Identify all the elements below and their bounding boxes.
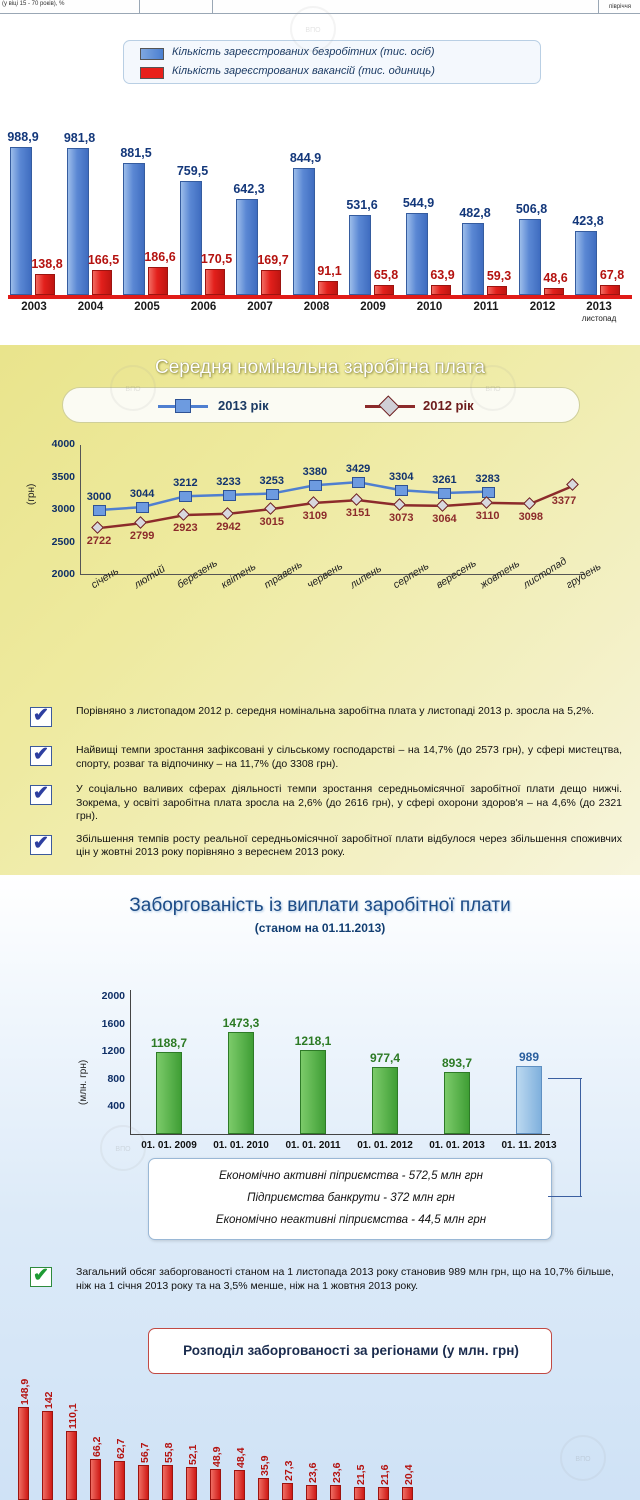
bar-vacancies	[35, 274, 55, 295]
x-axis-label: 01. 01. 2010	[213, 1140, 269, 1151]
bar-region	[258, 1478, 269, 1500]
data-value-label: 3212	[173, 477, 198, 490]
bar-debt	[156, 1052, 182, 1134]
bar-vacancies	[318, 281, 338, 295]
y-axis-tick: 4000	[51, 438, 75, 450]
y-axis-tick: 3000	[51, 503, 75, 515]
bar-value-label: 981,8	[63, 130, 96, 145]
debt-subtitle: (станом на 01.11.2013)	[254, 921, 386, 935]
bar-value-label: 142	[43, 1391, 55, 1410]
data-point	[266, 489, 279, 500]
bar-value-label: 544,9	[402, 196, 435, 211]
strip-cell-d: півріччя	[609, 4, 631, 10]
bar-value-label: 138,8	[31, 257, 63, 272]
bar-value-label: 148,9	[19, 1378, 31, 1405]
data-point	[179, 491, 192, 502]
debt-y-axis-label: (млн. грн)	[78, 1059, 89, 1105]
x-axis-label: вересень	[434, 557, 480, 592]
bar-region	[186, 1467, 197, 1500]
section-unemployment	[0, 0, 640, 345]
bar-value-label: 110,1	[67, 1403, 79, 1430]
bullet-item	[18, 705, 622, 735]
y-axis-tick: 2500	[51, 535, 75, 548]
bar-unemployed	[406, 213, 428, 295]
bar-region	[138, 1465, 149, 1500]
connector-line-top	[548, 1078, 582, 1079]
bar-value-label: 169,7	[257, 252, 289, 267]
x-axis-label: серпень	[391, 559, 432, 592]
bar-value-label: 56,7	[139, 1442, 151, 1463]
x-axis-label: 01. 01. 2009	[141, 1140, 197, 1151]
watermark-icon: ВПО	[290, 6, 336, 52]
bar-value-label: 48,4	[235, 1447, 247, 1468]
axis-baseline	[8, 295, 632, 299]
bar-value-label: 55,8	[163, 1442, 175, 1464]
x-axis-label: 2010	[416, 301, 443, 313]
bar-value-label: 506,8	[515, 201, 548, 216]
bar-region	[42, 1411, 53, 1500]
x-axis-label: 2007	[247, 301, 273, 313]
data-value-label: 3000	[86, 491, 112, 503]
data-point	[309, 480, 322, 491]
x-axis-label: липень	[348, 562, 384, 592]
strip-cell-b	[141, 0, 213, 14]
x-axis-label: 2003	[21, 301, 47, 313]
bar-unemployed	[236, 199, 258, 295]
breakdown-item-bankrupt: Підприємства банкрути - 372 млн грн	[247, 1192, 455, 1204]
x-axis-sublabel: листопад	[581, 314, 617, 323]
bar-unemployed	[123, 163, 145, 295]
data-point	[482, 487, 495, 498]
y-axis-tick: 800	[107, 1072, 125, 1085]
salary-bullets	[18, 705, 622, 872]
chart-unemployment	[0, 95, 640, 345]
bar-region	[90, 1459, 101, 1500]
bar-value-label: 759,5	[176, 164, 209, 179]
section-salary	[0, 345, 640, 875]
legend-label-2013: 2013 рік	[218, 398, 269, 413]
y-axis-tick: 1600	[101, 1017, 125, 1030]
data-value-label: 3304	[389, 471, 414, 484]
legend-swatch-blue	[140, 48, 164, 60]
data-value-label: 3283	[475, 472, 500, 485]
x-axis-label: квітень	[218, 560, 258, 592]
salary-y-axis-label: (грн)	[26, 483, 37, 505]
bar-value-label: 1218,1	[294, 1033, 332, 1048]
bar-value-label: 21,5	[355, 1464, 367, 1485]
bar-region	[378, 1487, 389, 1500]
x-axis-label: травень	[261, 558, 305, 592]
data-point	[223, 490, 236, 501]
bar-region	[306, 1485, 317, 1500]
bullet-text: Порівняно з листопадом 2012 р. середня номінальна заробітна плата у листопаді 2013 р. зросла на 5,2%.	[76, 705, 595, 717]
bar-value-label: 844,9	[289, 151, 322, 166]
bar-region	[114, 1461, 125, 1500]
data-value-label: 3044	[129, 488, 155, 501]
x-axis-label: січень	[89, 565, 121, 592]
data-value-label: 3233	[216, 475, 241, 488]
data-value-label: 3064	[432, 512, 457, 525]
bar-debt	[372, 1067, 398, 1134]
legend-label-vacancies: Кількість зареєстрованих вакансій (тис. одиниць)	[172, 65, 435, 77]
legend-label-2012: 2012 рік	[423, 398, 474, 413]
data-value-label: 3151	[345, 507, 371, 520]
bullet-text: Збільшення темпів росту реальної середньомісячної заробітної плати відбулося через збільшення споживчих цін у жовтні 2013 року порівняно з вереснем 2013 року.	[76, 832, 622, 858]
bar-value-label: 989	[518, 1049, 540, 1064]
bar-vacancies	[374, 285, 394, 295]
bullet-item	[18, 783, 622, 824]
connector-line-bottom	[548, 1196, 582, 1197]
chart-regions	[0, 1378, 640, 1500]
watermark-icon: ВПО	[110, 365, 156, 411]
bar-value-label: 893,7	[441, 1056, 473, 1071]
bar-vacancies	[92, 270, 112, 295]
bar-value-label: 977,4	[369, 1050, 401, 1065]
bar-region	[330, 1485, 341, 1500]
bar-value-label: 423,8	[572, 214, 604, 229]
bar-value-label: 531,6	[346, 198, 378, 213]
bar-value-label: 48,6	[543, 270, 568, 285]
bar-value-label: 59,3	[486, 269, 512, 284]
bar-region	[402, 1487, 413, 1500]
data-point	[438, 488, 451, 499]
chart-salary	[51, 438, 604, 592]
data-value-label: 2722	[86, 535, 112, 548]
watermark-icon: ВПО	[100, 1125, 146, 1171]
bar-value-label: 166,5	[87, 253, 120, 268]
bar-vacancies	[431, 285, 451, 295]
bar-region	[66, 1431, 77, 1500]
data-value-label: 3261	[432, 474, 457, 487]
x-axis-label: 2005	[134, 301, 160, 313]
y-axis-tick: 400	[107, 1100, 125, 1113]
breakdown-item-inactive: Економічно неактивні піприємства - 44,5 млн грн	[215, 1214, 487, 1226]
bar-value-label: 35,9	[259, 1455, 271, 1476]
bar-value-label: 91,1	[317, 264, 342, 279]
bar-value-label: 66,2	[91, 1436, 103, 1457]
check-icon	[30, 1267, 52, 1287]
bar-value-label: 21,6	[379, 1464, 391, 1485]
x-axis-label: 01. 01. 2013	[429, 1140, 485, 1151]
y-axis-tick: 1200	[101, 1045, 125, 1058]
debt-bullet-text: Загальний обсяг заборгованості станом на 1 листопада 2013 року становив 989 млн грн, що на 10,7% більше, ніж на 1 січня 2013 року та на 3,5% менше, ніж на 1 жовтня 2013 року.	[76, 1266, 614, 1292]
data-value-label: 3110	[475, 509, 500, 522]
debt-title: Заборгованість із виплати заробітної плати	[129, 895, 511, 916]
data-value-label: 3253	[259, 474, 284, 487]
x-axis-label: грудень	[564, 560, 604, 592]
bar-value-label: 482,8	[459, 205, 491, 220]
x-axis-label: 2009	[360, 301, 386, 313]
bar-value-label: 170,5	[200, 252, 233, 267]
bar-value-label: 67,8	[599, 267, 625, 282]
bar-unemployed	[180, 181, 202, 295]
bar-region	[234, 1470, 245, 1500]
y-axis-tick: 2000	[101, 989, 125, 1002]
data-point	[395, 485, 408, 496]
data-point	[136, 502, 149, 513]
x-axis-label: березень	[175, 557, 221, 592]
bar-debt	[516, 1066, 542, 1134]
bar-vacancies	[205, 269, 225, 295]
data-value-label: 2799	[129, 530, 155, 543]
debt-bullet	[18, 1265, 622, 1295]
breakdown-item-active: Економічно активні піприємства - 572,5 млн грн	[219, 1170, 483, 1182]
x-axis-label: 2008	[303, 301, 330, 313]
check-icon	[30, 785, 52, 805]
watermark-icon: ВПО	[470, 365, 516, 411]
bar-vacancies	[600, 285, 620, 295]
x-axis-label: лютий	[132, 562, 168, 592]
x-axis-label: жовтень	[477, 557, 522, 592]
legend-label-unemployed: Кількість зареєстрованих безробітних (тис. осіб)	[172, 46, 435, 58]
debt-breakdown-box	[148, 1158, 552, 1240]
y-axis-tick: 3500	[51, 470, 75, 483]
bar-value-label: 65,8	[373, 268, 399, 283]
data-value-label: 3380	[302, 466, 328, 479]
legend-swatch-red	[140, 67, 164, 79]
bar-vacancies	[261, 270, 281, 295]
bar-value-label: 1473,3	[222, 1016, 260, 1031]
bar-debt	[228, 1032, 254, 1134]
x-axis-label: 2006	[190, 301, 217, 313]
regions-title: Розподіл заборгованості за регіонами (у млн. грн)	[183, 1343, 519, 1358]
x-axis-label: 2013	[586, 301, 612, 313]
bar-value-label: 186,6	[144, 250, 176, 265]
bar-unemployed	[67, 148, 89, 295]
strip-cell-a: (у віці 15 - 70 років), %	[0, 0, 140, 14]
data-point	[93, 505, 106, 516]
bar-debt	[444, 1072, 470, 1134]
legend-unemployment	[123, 40, 541, 84]
bar-debt	[300, 1050, 326, 1134]
bar-value-label: 27,3	[283, 1460, 295, 1481]
bar-unemployed	[349, 215, 371, 295]
section-debt	[0, 875, 640, 1500]
data-value-label: 3109	[302, 509, 328, 522]
bar-region	[210, 1469, 221, 1500]
data-value-label: 3073	[389, 512, 414, 525]
legend-marker-2012	[378, 395, 399, 416]
bullet-text: Найвищі темпи зростання зафіксовані у сільському господарстві – на 14,7% (до 2573 грн), у сфері мистецтва, спорту, розваг та відпочинку – на 11,7% (до 3308 грн).	[76, 744, 622, 770]
x-axis-label: 2011	[473, 301, 499, 313]
bar-value-label: 63,9	[430, 268, 455, 283]
data-value-label: 2942	[216, 520, 241, 533]
check-icon	[30, 835, 52, 855]
x-axis-label: 01. 11. 2013	[501, 1140, 557, 1151]
x-axis-label: 2004	[77, 301, 104, 313]
connector-line-side	[580, 1078, 581, 1196]
data-point	[352, 477, 365, 488]
bar-region	[18, 1407, 29, 1500]
bar-value-label: 23,6	[307, 1462, 319, 1484]
bar-value-label: 988,9	[7, 129, 39, 144]
data-value-label: 3098	[518, 510, 544, 523]
y-axis-tick: 2000	[51, 568, 75, 580]
check-icon	[30, 707, 52, 727]
x-axis-label: 01. 01. 2012	[357, 1140, 413, 1151]
bullet-text: У соціально валивих сферах діяльності темпи зростання середньомісячної заробітної плати дещо нижчі. Зокрема, у освіті заробітна плата зросла на 2,6% (до 2616 грн), у сфері охорони здоров'я – на 4,6% (до 2321 грн).	[76, 783, 622, 822]
watermark-icon: ВПО	[560, 1435, 606, 1481]
bar-unemployed	[10, 147, 32, 295]
x-axis-label: 2012	[529, 301, 556, 313]
bar-value-label: 62,7	[115, 1438, 127, 1459]
bar-value-label: 52,1	[187, 1445, 199, 1466]
bar-region	[354, 1487, 365, 1500]
data-value-label: 3015	[259, 516, 284, 529]
bar-vacancies	[487, 286, 507, 295]
bar-value-label: 881,5	[120, 145, 152, 160]
x-axis-label: 01. 01. 2011	[285, 1140, 341, 1151]
strip-cell-c	[214, 0, 599, 14]
legend-marker-2013	[175, 399, 191, 413]
bar-value-label: 23,6	[331, 1462, 343, 1484]
bullet-item	[18, 833, 622, 863]
data-value-label: 2923	[173, 522, 198, 534]
bar-value-label: 48,9	[211, 1447, 223, 1468]
bar-value-label: 642,3	[233, 181, 265, 196]
bar-region	[162, 1465, 173, 1500]
salary-title: Середня номінальна заробітна плата	[154, 357, 485, 378]
bar-value-label: 1188,7	[150, 1035, 188, 1050]
bar-unemployed	[462, 223, 484, 295]
check-icon	[30, 746, 52, 766]
x-axis-label: червень	[304, 560, 345, 592]
bar-region	[282, 1483, 293, 1500]
data-value-label: 3429	[345, 463, 371, 476]
bar-vacancies	[148, 267, 168, 295]
regions-title-box	[148, 1328, 552, 1374]
x-axis-label: листопад	[520, 555, 569, 592]
bar-value-label: 20,4	[403, 1464, 415, 1486]
data-value-label: 3377	[551, 495, 577, 508]
bar-vacancies	[544, 288, 564, 295]
bullet-item	[18, 744, 622, 774]
bar-unemployed	[575, 231, 597, 295]
